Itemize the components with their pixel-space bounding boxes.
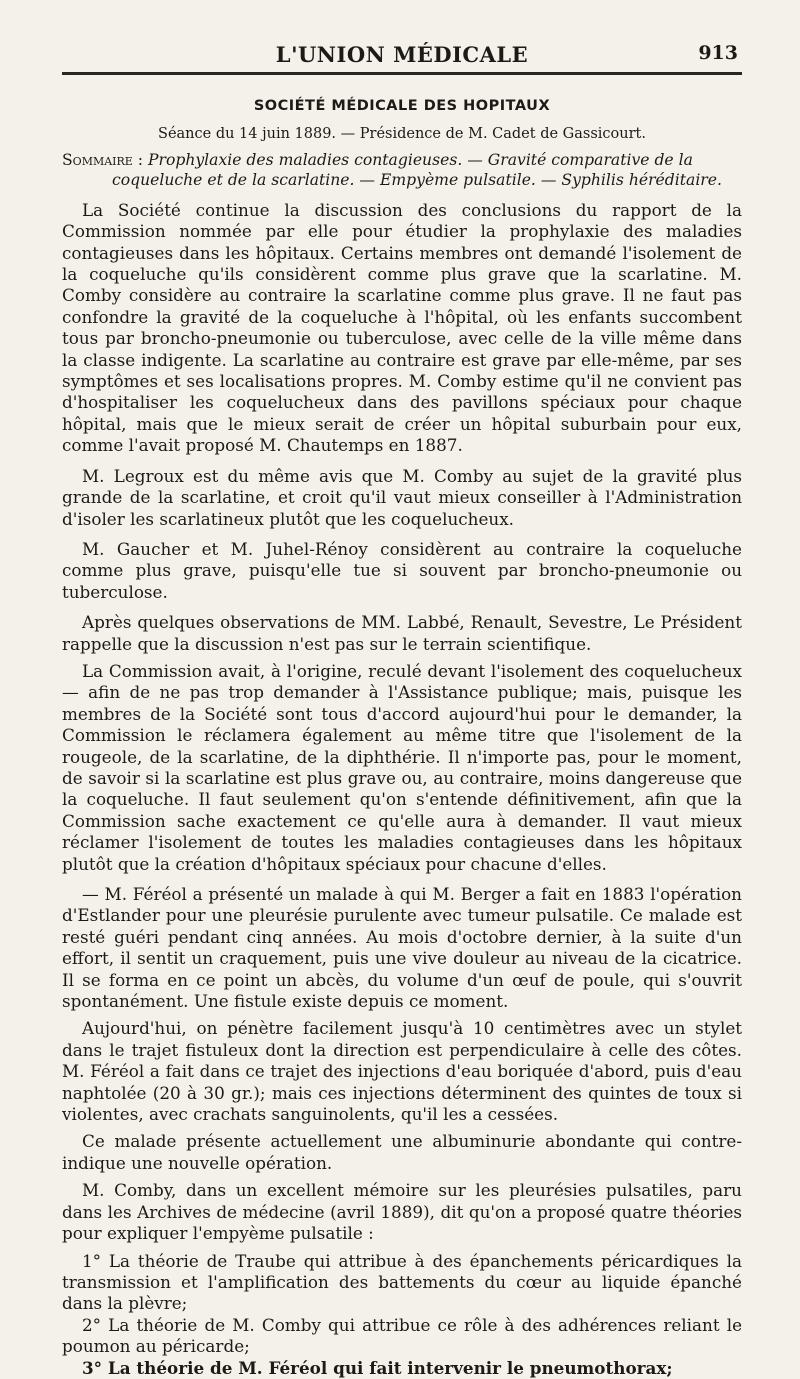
- paragraph: — M. Féréol a présenté un malade à qui M. Berger a fait en 1883 l'opération d'Estlander pour une pleurésie purulente avec tumeur pulsatile. Ce malade est resté guéri pendant cinq années. Au mois d'octobre dernier, à la suite d'un effort, il sentit un craquement, puis une vive douleur au niveau de la cicatrice. Il se forma en ce point un abcès, du volume d'un œuf de poule, qui s'ouvrit spontanément. Une fistule existe depuis ce moment.: [62, 884, 742, 1012]
- header-rule: [62, 72, 742, 75]
- journal-title: L'UNION MÉDICALE: [275, 42, 529, 67]
- running-head: [62, 42, 742, 72]
- theory-item: 2° La théorie de M. Comby qui attribue ce rôle à des adhérences reliant le poumon au péricarde;: [62, 1314, 742, 1357]
- paragraph: Ce malade présente actuellement une albuminurie abondante qui contre-indique une nouvelle opération.: [62, 1131, 742, 1173]
- paragraph: La Commission avait, à l'origine, reculé devant l'isolement des coquelucheux — afin de ne pas trop demander à l'Assistance publique; mais, puisque les membres de la Société sont tous d'accord aujourd'hui pour le demander, la Commission le réclamera également au même titre que l'isolement de la rougeole, de la scarlatine, de la diphthérie. Il n'importe pas, pour le moment, de savoir si la scarlatine est plus grave ou, au contraire, moins dangereuse que la coqueluche. Il faut seulement qu'on s'entende définitivement, afin que la Commission sache exactement ce qu'elle aura à demander. Il vaut mieux réclamer l'isolement de toutes les maladies contagieuses dans les hôpitaux plutôt que la création d'hôpitaux spéciaux pour chacune d'elles.: [62, 660, 742, 874]
- paragraph: M. Legroux est du même avis que M. Comby au sujet de la gravité plus grande de la scarlatine, et croit qu'il vaut mieux conseiller à l'Administration d'isoler les scarlatineux plutôt que les coquelucheux.: [62, 465, 742, 529]
- paragraph: M. Comby, dans un excellent mémoire sur les pleurésies pulsatiles, paru dans les Archives de médecine (avril 1889), dit qu'on a proposé quatre théories pour expliquer l'empyème pulsatile :: [62, 1180, 742, 1244]
- paragraph: M. Gaucher et M. Juhel-Rénoy considèrent au contraire la coqueluche comme plus grave, puisqu'elle tue si souvent par broncho-pneumonie ou tuberculose.: [62, 538, 742, 602]
- paragraph: La Société continue la discussion des conclusions du rapport de la Commission nommée par elle pour étudier la prophylaxie des maladies contagieuses dans les hôpitaux. Certains membres ont demandé l'isolement de la coqueluche qu'ils considèrent comme plus grave que la scarlatine. M. Comby considère au contraire la scarlatine comme plus grave. Il ne faut pas confondre la gravité de la coqueluche à l'hôpital, où les enfants succombent tous par broncho-pneumonie ou tuberculose, avec celle de la ville même dans la classe indigente. La scarlatine au contraire est grave par elle-même, par ses symptômes et ses localisations propres. M. Comby estime qu'il ne convient pas d'hospitaliser les coquelucheux dans des pavillons spéciaux pour chaque hôpital, mais que le mieux serait de créer un hôpital suburbain pour eux, comme l'avait proposé M. Chautemps en 1887.: [62, 199, 742, 456]
- article-body: [62, 96, 742, 1379]
- summary-text: Prophylaxie des maladies contagieuses. — Gravité comparative de la coqueluche et de la scarlatine. — Empyème pulsatile. — Syphilis héréditaire.: [112, 150, 722, 189]
- paragraph: Aujourd'hui, on pénètre facilement jusqu'à 10 centimètres avec un stylet dans le trajet fistuleux dont la direction est perpendiculaire à celle des côtes. M. Féréol a fait dans ce trajet des injections d'eau boriquée d'abord, puis d'eau naphtolée (20 à 30 gr.); mais ces injections déterminent des quintes de toux si violentes, avec crachats sanguinolents, qu'il les a cessées.: [62, 1018, 742, 1125]
- paragraph: Après quelques observations de MM. Labbé, Renault, Sevestre, Le Président rappelle que la discussion n'est pas sur le terrain scientifique.: [62, 612, 742, 654]
- theory-item: 3° La théorie de M. Féréol qui fait intervenir le pneumothorax;: [82, 1357, 673, 1378]
- summary: [62, 150, 742, 190]
- theory-item: 1° La théorie de Traube qui attribue à des épanchements péricardiques la transmission et l'amplification des battements du cœur au liquide épanché dans la plèvre;: [62, 1250, 742, 1314]
- section-title: SOCIÉTÉ MÉDICALE DES HOPITAUX: [253, 98, 551, 114]
- page-number: 913: [698, 42, 738, 64]
- summary-label: Sommaire :: [62, 150, 144, 169]
- session-line: Séance du 14 juin 1889. — Présidence de M. Cadet de Gassicourt.: [158, 126, 646, 143]
